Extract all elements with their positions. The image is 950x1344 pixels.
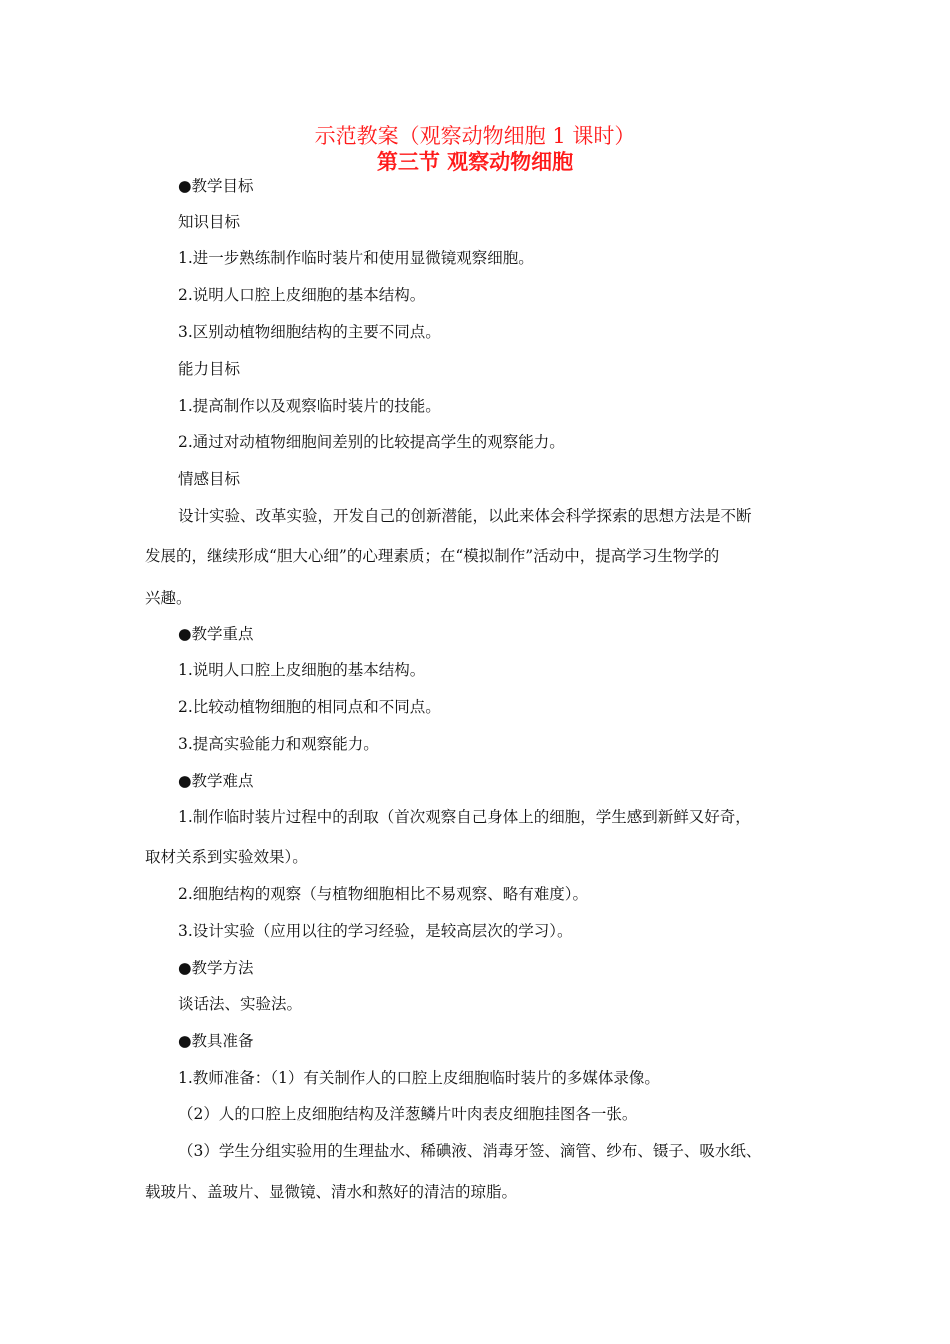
paragraph-line: 2.比较动植物细胞的相同点和不同点。 [178, 698, 441, 716]
paragraph-line: 谈话法、实验法。 [178, 995, 303, 1013]
subheading-knowledge: 知识目标 [178, 213, 241, 231]
doc-subtitle: 第三节 观察动物细胞 [376, 149, 574, 174]
paragraph-line: 1.教师准备：（1）有关制作人的口腔上皮细胞临时装片的多媒体录像。 [178, 1069, 660, 1087]
paragraph-line: 1.提高制作以及观察临时装片的技能。 [178, 397, 441, 415]
paragraph-line: 兴趣。 [145, 589, 192, 607]
paragraph-line: 1.进一步熟练制作临时装片和使用显微镜观察细胞。 [178, 249, 534, 267]
paragraph-line: 1.说明人口腔上皮细胞的基本结构。 [178, 661, 426, 679]
subheading-emotion: 情感目标 [178, 470, 241, 488]
section-heading-objectives: ●教学目标 [178, 177, 254, 195]
paragraph-line: 3.提高实验能力和观察能力。 [178, 735, 379, 753]
paragraph-line: 3.区别动植物细胞结构的主要不同点。 [178, 323, 441, 341]
paragraph-line: 2.通过对动植物细胞间差别的比较提高学生的观察能力。 [178, 433, 565, 451]
paragraph-line: （2）人的口腔上皮细胞结构及洋葱鳞片叶肉表皮细胞挂图各一张。 [178, 1105, 638, 1123]
section-heading-difficulties: ●教学难点 [178, 772, 254, 790]
paragraph-line: 3.设计实验（应用以往的学习经验，是较高层次的学习）。 [178, 922, 573, 940]
paragraph-line: 载玻片、盖玻片、显微镜、清水和熬好的清洁的琼脂。 [145, 1183, 518, 1201]
doc-title: 示范教案（观察动物细胞 1 课时） [314, 124, 636, 148]
section-heading-key-points: ●教学重点 [178, 625, 254, 643]
paragraph-line: 1.制作临时装片过程中的刮取（首次观察自己身体上的细胞，学生感到新鲜又好奇， [178, 808, 751, 826]
paragraph-line: 2.细胞结构的观察（与植物细胞相比不易观察、略有难度）。 [178, 885, 589, 903]
section-heading-materials: ●教具准备 [178, 1032, 254, 1050]
paragraph-line: 设计实验、改革实验，开发自己的创新潜能，以此来体会科学探索的思想方法是不断 [178, 507, 752, 525]
paragraph-line: 2.说明人口腔上皮细胞的基本结构。 [178, 286, 426, 304]
paragraph-line: 取材关系到实验效果）。 [145, 848, 308, 866]
paragraph-line: 发展的，继续形成“胆大心细”的心理素质；在“模拟制作”活动中，提高学习生物学的 [145, 547, 720, 565]
paragraph-line: （3）学生分组实验用的生理盐水、稀碘液、消毒牙签、滴管、纱布、镊子、吸水纸、 [178, 1142, 762, 1160]
subheading-ability: 能力目标 [178, 360, 241, 378]
section-heading-methods: ●教学方法 [178, 959, 254, 977]
